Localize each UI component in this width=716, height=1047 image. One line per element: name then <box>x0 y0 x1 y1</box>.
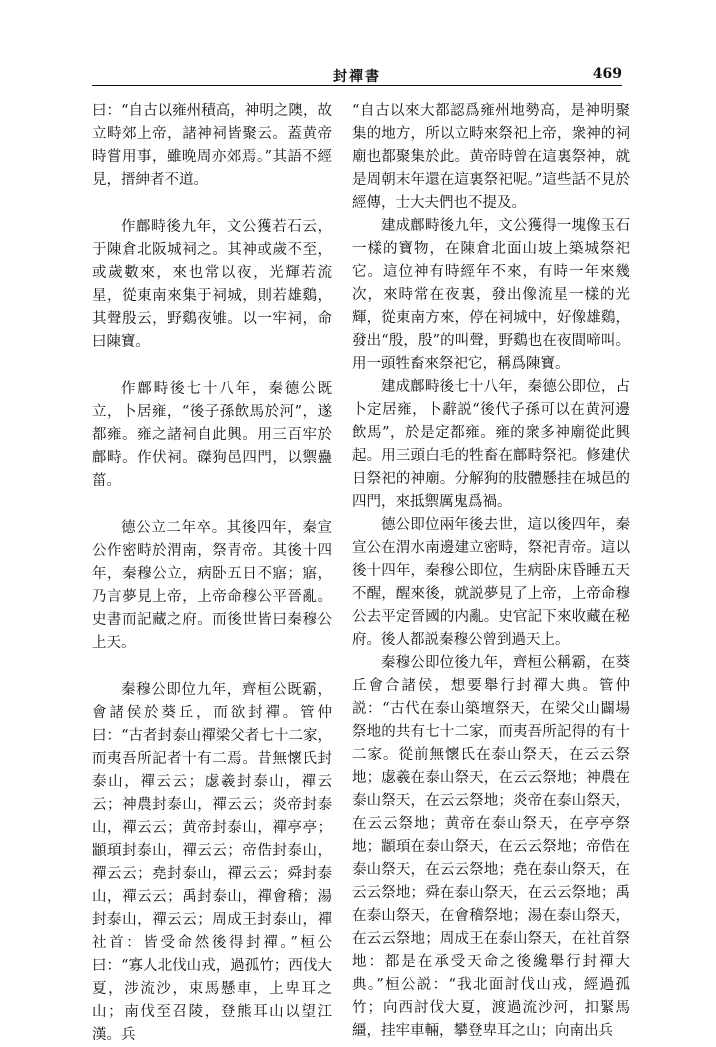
translation-paragraph-2: 建成鄜畤後九年，文公獲得一塊像玉石一樣的寶物，在陳倉北面山坡上築城祭祀它。這位神有時經年不來，有時一年來幾次，來時常在夜裏，發出像流星一樣的光輝，從東南方來，停在祠城中，好像雄鷄，發出“殷，殷”的叫聲，野鷄也在夜間啼叫。用一頭牲畜來祭祀它，稱爲陳寶。 <box>352 218 630 372</box>
classical-paragraph-5: 秦穆公即位九年，齊桓公既霸，會諸侯於葵丘，而欲封禪。管仲曰：“古者封泰山禪梁父者七十二家，而夷吾所記者十有二焉。昔無懷氏封泰山，禪云云；虙羲封泰山，禪云云；神農封泰山，禪云云；炎帝封泰山，禪云云；黄帝封泰山，禪亭亭；顓頊封泰山，禪云云；帝俈封泰山，禪云云；堯封泰山，禪云云；舜封泰山，禪云云；禹封泰山，禪會稽；湯封泰山，禪云云；周成王封泰山，禪社首：皆受命然後得封禪。”桓公曰：“寡人北伐山戎，過孤竹；西伐大夏，涉流沙，束馬懸車，上卑耳之山；南伐至召陵，登熊耳山以望江漢。兵 <box>92 682 332 1043</box>
classical-paragraph-4: 德公立二年卒。其後四年，秦宣公作密畤於渭南，祭青帝。其後十四年，秦穆公立，病卧五日不寤；寤，乃言夢見上帝，上帝命穆公平晉亂。史書而記藏之府。而後世皆曰秦穆公上天。 <box>92 520 332 651</box>
translation-paragraph-3: 建成鄜畤後七十八年，秦德公即位，占卜定居雍，卜辭説“後代子孫可以在黄河邊飲馬”，於是定都雍。雍的衆多神廟從此興起。用三頭白毛的牲畜在鄜畤祭祀。修建伏日祭祀的神廟。分解狗的肢體懸挂在城邑的四門，來抵禦厲鬼爲禍。 <box>352 379 630 510</box>
translation-paragraph-4: 德公即位兩年後去世，這以後四年，秦宣公在渭水南邊建立密畤，祭祀青帝。這以後十四年，秦穆公即位，生病卧床昏睡五天不醒，醒來後，就説夢見了上帝，上帝命穆公去平定晉國的内亂。史官記下來收藏在秘府。後人都説秦穆公曾到過天上。 <box>352 517 630 648</box>
classical-text-column <box>92 100 332 1047</box>
classical-paragraph-1: 曰：“自古以雍州積高，神明之隩，故立畤郊上帝，諸神祠皆聚云。蓋黄帝時嘗用事，雖晚周亦郊焉。”其語不經見，搢紳者不道。 <box>92 103 332 188</box>
translation-column <box>352 100 630 1043</box>
translation-paragraph-1: “自古以來大都認爲雍州地勢高，是神明聚集的地方，所以立畤來祭祀上帝，衆神的祠廟也都聚集於此。黄帝時曾在這裏祭神，就是周朝末年還在這裏祭祀呢。”這些話不見於經傳，士大夫們也不提及。 <box>352 103 630 211</box>
page-number: 469 <box>592 66 622 82</box>
classical-paragraph-3: 作鄜畤後七十八年，秦德公既立，卜居雍，“後子孫飲馬於河”，遂都雍。雍之諸祠自此興。用三百牢於鄜畤。作伏祠。磔狗邑四門，以禦蠱菑。 <box>92 381 332 489</box>
header-rule <box>92 85 622 86</box>
classical-paragraph-2: 作鄜畤後九年，文公獲若石云，于陳倉北阪城祠之。其神或歲不至，或歲數來，來也常以夜，光輝若流星，從東南來集于祠城，則若雄鷄，其聲殷云，野鷄夜雊。以一牢祠，命曰陳寶。 <box>92 219 332 350</box>
page-header <box>92 60 622 86</box>
running-title: 封禪書 <box>333 69 381 85</box>
translation-paragraph-5: 秦穆公即位後九年，齊桓公稱霸，在葵丘會合諸侯，想要舉行封禪大典。管仲説：“古代在泰山築壇祭天，在梁父山闢場祭地的共有七十二家，而夷吾所記得的有十二家。從前無懷氏在泰山祭天，在云云祭地；虙羲在泰山祭天，在云云祭地；神農在泰山祭天，在云云祭地；炎帝在泰山祭天，在云云祭地；黄帝在泰山祭天，在亭亭祭地；顓頊在泰山祭天，在云云祭地；帝俈在泰山祭天，在云云祭地；堯在泰山祭天，在云云祭地；舜在泰山祭天，在云云祭地；禹在泰山祭天，在會稽祭地；湯在泰山祭天，在云云祭地；周成王在泰山祭天，在社首祭地：都是在承受天命之後纔舉行封禪大典。”桓公説：“我北面討伐山戎，經過孤竹；向西討伐大夏，渡過流沙河，扣緊馬繮，挂牢車輛，攀登卑耳之山；向南出兵 <box>352 655 630 1039</box>
